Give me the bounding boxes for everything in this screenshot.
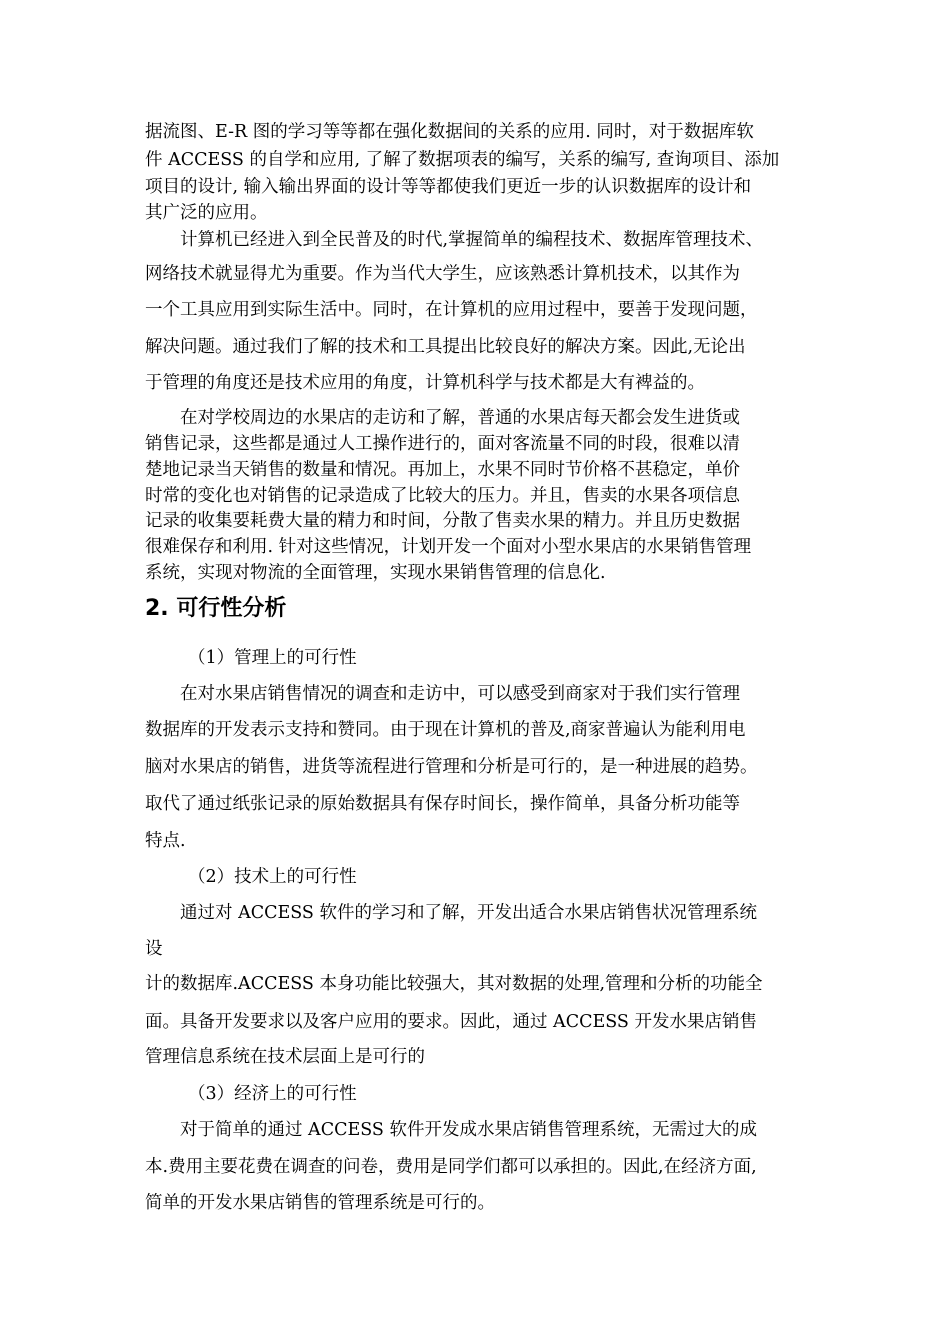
paragraph-line: 计的数据库.ACCESS 本身功能比较强大，其对数据的处理,管理和分析的功能全 — [145, 974, 763, 994]
paragraph-line: 数据库的开发表示支持和赞同。由于现在计算机的普及,商家普遍认为能利用电 — [145, 720, 746, 740]
subsection-title: （2）技术上的可行性 — [188, 867, 357, 887]
paragraph-line: 特点. — [145, 831, 186, 851]
section-heading: 2. 可行性分析 — [145, 596, 287, 621]
paragraph-line: 项目的设计, 输入输出界面的设计等等都使我们更近一步的认识数据库的设计和 — [145, 177, 752, 197]
paragraph-line: 设 — [145, 939, 163, 959]
paragraph-line: 计算机已经进入到全民普及的时代,掌握简单的编程技术、数据库管理技术、 — [180, 230, 764, 250]
paragraph-line: 其广泛的应用。 — [145, 203, 268, 223]
paragraph-line: 在对学校周边的水果店的走访和了解，普通的水果店每天都会发生进货或 — [180, 408, 740, 428]
paragraph-line: 面。具备开发要求以及客户应用的要求。因此，通过 ACCESS 开发水果店销售 — [145, 1012, 757, 1032]
paragraph-line: 据流图、E-R 图的学习等等都在强化数据间的关系的应用. 同时，对于数据库软 — [145, 122, 754, 142]
paragraph-line: 系统，实现对物流的全面管理，实现水果销售管理的信息化. — [145, 563, 606, 583]
paragraph-line: 记录的收集要耗费大量的精力和时间，分散了售卖水果的精力。并且历史数据 — [145, 511, 740, 531]
paragraph-line: 解决问题。通过我们了解的技术和工具提出比较良好的解决方案。因此,无论出 — [145, 337, 746, 357]
paragraph-line: 销售记录，这些都是通过人工操作进行的，面对客流量不同的时段，很难以清 — [145, 434, 740, 454]
paragraph-line: 网络技术就显得尤为重要。作为当代大学生，应该熟悉计算机技术，以其作为 — [145, 264, 740, 284]
paragraph-line: 时常的变化也对销售的记录造成了比较大的压力。并且，售卖的水果各项信息 — [145, 486, 740, 506]
paragraph-line: 通过对 ACCESS 软件的学习和了解，开发出适合水果店销售状况管理系统 — [180, 903, 757, 923]
paragraph-line: 一个工具应用到实际生活中。同时，在计算机的应用过程中，要善于发现问题， — [145, 300, 758, 320]
paragraph-line: 楚地记录当天销售的数量和情况。再加上，水果不同时节价格不甚稳定，单价 — [145, 460, 740, 480]
paragraph-line: 脑对水果店的销售，进货等流程进行管理和分析是可行的，是一种进展的趋势。 — [145, 757, 758, 777]
paragraph-line: 取代了通过纸张记录的原始数据具有保存时间长，操作简单，具备分析功能等 — [145, 794, 740, 814]
paragraph-line: 在对水果店销售情况的调查和走访中，可以感受到商家对于我们实行管理 — [180, 684, 740, 704]
paragraph-line: 管理信息系统在技术层面上是可行的 — [145, 1047, 425, 1067]
paragraph-line: 于管理的角度还是技术应用的角度，计算机科学与技术都是大有裨益的。 — [145, 373, 705, 393]
paragraph-line: 很难保存和利用. 针对这些情况，计划开发一个面对小型水果店的水果销售管理 — [145, 537, 752, 557]
paragraph-line: 件 ACCESS 的自学和应用, 了解了数据项表的编写，关系的编写, 查询项目、添加 — [145, 150, 780, 170]
paragraph-line: 对于简单的通过 ACCESS 软件开发成水果店销售管理系统，无需过大的成 — [180, 1120, 757, 1140]
subsection-title: （1）管理上的可行性 — [188, 648, 357, 668]
subsection-title: （3）经济上的可行性 — [188, 1084, 357, 1104]
paragraph-line: 本.费用主要花费在调查的问卷，费用是同学们都可以承担的。因此,在经济方面, — [145, 1157, 757, 1177]
paragraph-line: 简单的开发水果店销售的管理系统是可行的。 — [145, 1193, 495, 1213]
